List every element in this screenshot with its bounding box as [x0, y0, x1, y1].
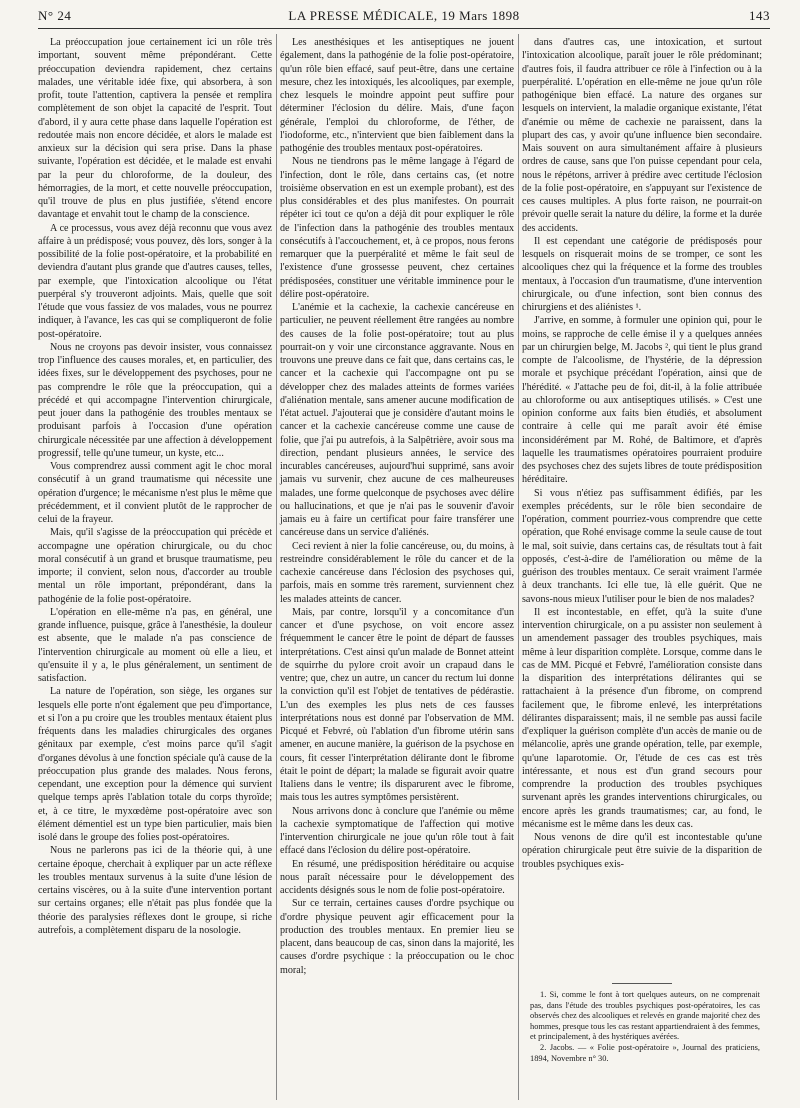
column-divider [276, 34, 277, 1100]
paragraph: Nous venons de dire qu'il est incontestable qu'une opération chirurgicale peut être suivie de la disparition de troubles psychiques exis- [522, 832, 762, 870]
paragraph: Vous comprendrez aussi comment agit le choc moral consécutif à un grand traumatisme qui nécessite une opération d'urgence; le mécanisme n'est plus le même que précédemment, et il convient plutôt de le rapprocher de celui de la frayeur. [38, 461, 272, 525]
header-rule [38, 28, 770, 29]
paragraph: Si vous n'étiez pas suffisamment édifiés, par les exemples précédents, sur le rôle bien secondaire de l'opération, comment pourriez-vous comprendre que cette opération, que Rohé envisage comme la seule cause de tout le mal, soit suivie, dans certains cas, de résultats tout à fait opposés, c'est-à-dire de l'amélioration ou même de la guérison des troubles mentaux. Ce serait vraiment l'armée à deux tranchants. Ici elle tue, là elle guérit. Que ne savons-nous mieux l'utiliser pour le bien de nos malades? [522, 487, 762, 605]
paragraph: Sur ce terrain, certaines causes d'ordre psychique ou d'ordre physique peuvent agir efficacement pour la production des troubles mentaux. En premier lieu se placent, dans beaucoup de cas, sinon dans la majorité, les causes d'ordre psychique : la préoccupation ou le choc moral; [280, 898, 514, 976]
footnotes [530, 990, 760, 1064]
footnote-rule [612, 983, 672, 984]
paragraph: Il est incontestable, en effet, qu'à la suite d'une intervention chirurgicale, on a pu assister non seulement à un amendement passager des troubles psychiques, mais même à leur disparition complète. Lorsque, comme dans le cas de MM. Picqué et Febvré, l'amélioration consiste dans la disparition des interprétations délirantes qui se rattachaient à la présence d'un fibrome, on comprend facilement que, le fibrome enlevé, les interprétations délirantes disparaissent; mais, il ne semble pas aussi facile d'expliquer la guérison complète d'un accès de manie ou de mélancolie, après une grande opération, telle, par exemple, qu'une laparotomie. Or, l'étude de ces cas est très intéressante, et nous est d'un grand secours pour comprendre la production des troubles psychiques survenant après les grandes interventions chirurgicales, ou encore après les grands traumatismes; car, au fond, le mécanisme est le même dans les deux cas. [522, 606, 762, 830]
footnote: 1. Si, comme le font à tort quelques auteurs, on ne comprenait pas, dans l'étude des troubles psychiques post-opératoires, les cas observés chez des alcooliques et relevés en grande majorité chez des hommes, presque tous les cas restant appartiendraient à des femmes, et principalement, à des hystériques avérées. [530, 990, 760, 1042]
paragraph: L'opération en elle-même n'a pas, en général, une grande influence, puisque, grâce à l'anesthésie, la douleur est absente, que le malade n'a pas conscience de l'intervention chirurgicale au moment où elle a lieu, et qu'ensuite il y a, le plus généralement, un sentiment de satisfaction. [38, 606, 272, 684]
paragraph: En résumé, une prédisposition héréditaire ou acquise nous paraît nécessaire pour le développement des accidents désignés sous le nom de folie post-opératoire. [280, 858, 514, 896]
paragraph: Mais, par contre, lorsqu'il y a concomitance d'un cancer et d'une psychose, on voit encore assez fréquemment le cancer être le point de départ de fausses interprétations. C'est ainsi qu'un malade de Bonnet atteint de squirrhe du pylore croit avoir un crapaud dans le ventre; que, chez un autre, un cancer du rectum lui donne la conviction qu'il est l'objet de tentatives de pédérastie. L'un des exemples les plus nets de ces fausses interprétations nous est donné par l'observation de MM. Picqué et Febvré, où l'ablation d'un fibrome utérin sans amener, en aucune manière, la guérison de la psychose en cours, fit cesser l'interprétation délirante dont le fibrome était le point de départ; la malade se figurait avoir quatre Italiens dans le ventre; ils disparurent avec le fibrome, mais tous les autres symptômes persistèrent. [280, 606, 514, 804]
footnote: 2. Jacobs. — « Folie post-opératoire », Journal des praticiens, 1894, Novembre n° 30. [530, 1042, 760, 1063]
column-divider [518, 34, 519, 1100]
paragraph: Nous ne tiendrons pas le même langage à l'égard de l'infection, dont le rôle, dans certains cas, (et notre troisième observation en est un exemple probant), est des plus considérables et des plus manifestes. On pourrait répéter ici tout ce qu'on a déjà dit pour expliquer le rôle de l'infection dans la pathogénie des troubles mentaux consécutifs à l'accouchement, et, à ce propos, nous ferons remarquer que la puerpéralité et même le fait seul de l'existence d'une grossesse peuvent, chez certaines prédisposées, constituer une véritable imminence pour le délire post-opératoire. [280, 156, 514, 300]
paragraph: A ce processus, vous avez déjà reconnu que vous avez affaire à un prédisposé; vous pouvez, dès lors, songer à la possibilité de la folie post-opératoire, et la probabilité en deviendra d'autant plus grande que d'autres causes, telles, par exemple, que l'intoxication alcoolique ou l'état puerpéral s'y trouveront adjoints. Mais, quelle que soit l'étude que vous fassiez de vos malades, vous ne pourrez indiquer, à l'avance, les cas qui se compliqueront de folie post-opératoire. [38, 222, 272, 340]
column-2 [280, 36, 514, 977]
issue-number: N° 24 [38, 8, 72, 23]
paragraph: Nous ne croyons pas devoir insister, vous connaissez trop l'influence des causes morales, et, en particulier, des idées fixes, sur le développement des psychoses, pour ne pas comprendre le rôle que la préoccupation, qui a précédé et qui accompagne l'intervention chirurgicale, peut jouer dans la pathogénie des troubles mentaux se produisant parfois à l'occasion d'une opération chirurgicale nécessitée par une affection à développement progressif, telle qu'une tumeur, un kyste, etc... [38, 341, 272, 459]
paragraph: Mais, qu'il s'agisse de la préoccupation qui précède et accompagne une opération chirurgicale, ou du choc moral consécutif à un grand et brusque traumatisme, peu importe; il convient, selon nous, d'accorder au trouble mental un rôle important, prépondérant, dans la pathogénie de la folie post-opératoire. [38, 527, 272, 605]
paragraph: Nous ne parlerons pas ici de la théorie qui, à une certaine époque, cherchait à expliquer par un acte réflexe les troubles mentaux survenus à la suite d'une lésion de certains viscères, ou à la suite d'une intervention portant sur certains organes; elle n'était pas plus fondée que la théorie des paralysies réflexes dont le groupe, si riche autrefois, a complètement disparu de la nosologie. [38, 845, 272, 936]
paragraph: Il est cependant une catégorie de prédisposés pour lesquels on risquerait moins de se tromper, ce sont les alcooliques chez qui la fréquence et la forme des troubles mentaux, à l'occasion d'un traumatisme, d'une intervention chirurgicale, ou d'une infection, sont bien connus des chirurgiens et des aliénistes ¹. [522, 235, 762, 313]
paragraph: Les anesthésiques et les antiseptiques ne jouent également, dans la pathogénie de la folie post-opératoire, qu'un rôle bien effacé, sauf peut-être, dans une certaine mesure, chez les intoxiqués, les alcooliques, par exemple, chez lesquels le moindre appoint peut suffire pour déterminer l'éclosion du délire. Mais, d'une façon générale, l'emploi du chloroforme, de l'éther, de l'iodoforme, etc., n'intervient que bien faiblement dans la pathogénie des troubles mentaux post-opératoires. [280, 37, 514, 154]
paragraph: La préoccupation joue certainement ici un rôle très important, souvent même prépondérant. Cette préoccupation deviendra rapidement, chez certains malades, une véritable idée fixe, qui absorbera, à son profit, toute l'attention, captivera la pensée et remplira complètement de son objet la capacité de l'esprit. Tout d'abord, il y aura cette phase dans laquelle l'opération est redoutée mais non encore décidée, et alors le malade est anxieux sur la décision qui sera prise. Dans la phase suivante, l'opération est décidée, et le malade est envahi par la peur du chloroforme, de la douleur, des hémorragies, de la mort, et cette nouvelle préoccupation, qu'il trouve de plus en plus justifiée, s'étend encore davantage et envahit tout le champ de la conscience. [38, 37, 272, 221]
paragraph: Ceci revient à nier la folie cancéreuse, ou, du moins, à restreindre considérablement le rôle du cancer et de la cachexie cancéreuse dans l'éclosion des psychoses qui, parfois, mais en somme très rarement, surviennent chez les malades atteints de cancer. [280, 540, 514, 605]
page-header [38, 8, 770, 26]
paragraph: La nature de l'opération, son siège, les organes sur lesquels elle porte n'ont également que peu d'importance, et si l'on a pu croire que les troubles mentaux étaient plus fréquents dans les maladies chirurgicales des organes génitaux par exemple, c'est moins parce qu'il s'agit d'organes dévolus à une fonction spéciale qu'à cause de la préoccupation plus grande des malades. Nous ferons, cependant, une exception pour la démence qui survient quelque temps après l'ablation totale du corps thyroïde; et, à ce titre, le myxœdème post-opératoire avec son élément démentiel est un type bien particulier, mais bien isolé dans le groupe des folies post-opératoires. [38, 686, 272, 843]
column-3 [522, 36, 762, 871]
column-1 [38, 36, 272, 937]
paragraph: dans d'autres cas, une intoxication, et surtout l'intoxication alcoolique, paraît jouer le rôle prédominant; d'autres fois, il faudra attribuer ce rôle à l'infection ou à la puerpéralité. L'opération en elle-même ne joue qu'un rôle pathogénique bien effacé. La nature des organes sur lesquels on intervient, la maladie organique existante, l'état d'anémie ou même de cachexie ne paraissent, dans la plupart des cas, y avoir qu'une influence bien secondaire. Mais souvent on aura simultanément affaire à plusieurs ordres de cause, sans que l'on puisse cependant pour cela, nous le répétons, arriver à prédire avec certitude l'éclosion de la folie post-opératoire, en s'appuyant sur l'existence de ces causes multiples. A plus forte raison, ne pourrait-on prévoir quelle serait la nature du délire, la forme et la durée des accidents. [522, 37, 762, 234]
paragraph: Nous arrivons donc à conclure que l'anémie ou même la cachexie symptomatique de l'affection qui motive l'intervention chirurgicale ne joue qu'un rôle tout à fait effacé dans l'éclosion du délire post-opératoire. [280, 805, 514, 857]
journal-title: LA PRESSE MÉDICALE, 19 Mars 1898 [288, 8, 520, 23]
paragraph: L'anémie et la cachexie, la cachexie cancéreuse en particulier, ne peuvent réellement être rangées au nombre des causes de la folie post-opératoire; tout au plus pourrait-on y voir une circonstance aggravante. Nous en trouvons une preuve dans ce fait que, dans certains cas, le cancer et la cachexie qui l'accompagne ont pu se développer chez des malades atteints de formes variées d'aliénation mentale, sans amener aucune modification de l'état actuel. J'ajouterai que je considère d'autant moins le cancer et la cachexie cancéreuse comme une cause de folie, que j'ai pu autrefois, à la Salpêtrière, avoir sous ma direction, pendant plusieurs années, le service des incurables cancéreuses, aujourd'hui supprimé, sans avoir jamais vu survenir, chez aucune de ces malheureuses malades, une forme quelconque de psychoses avec délire ou hallucinations, et que je n'ai pas le souvenir d'avoir jamais eu à faire un certificat pour faire transférer une cancéreuse dans un service d'aliénés. [280, 302, 514, 539]
paragraph: J'arrive, en somme, à formuler une opinion qui, pour le moins, se rapproche de celle émise il y a quelques années par un chirurgien belge, M. Jacobs ², qui tient le plus grand compte de l'alcoolisme, de l'hystérie, de la dépression morale et psychique précédant l'opération, ainsi que de l'hérédité. « J'attache peu de foi, dit-il, à la folie attribuée au chloroforme ou aux antiseptiques utilisés. » C'est une opinion conforme aux faits bien étudiés, et absolument contraire à celle qui me paraît avoir été émise inconsidérément par M. Rohé, de Baltimore, et d'après laquelle les traumatismes opératoires pourraient produire des psychoses chez des sujets libres de toute prédisposition héréditaire. [522, 315, 762, 486]
page-number: 143 [749, 8, 770, 23]
